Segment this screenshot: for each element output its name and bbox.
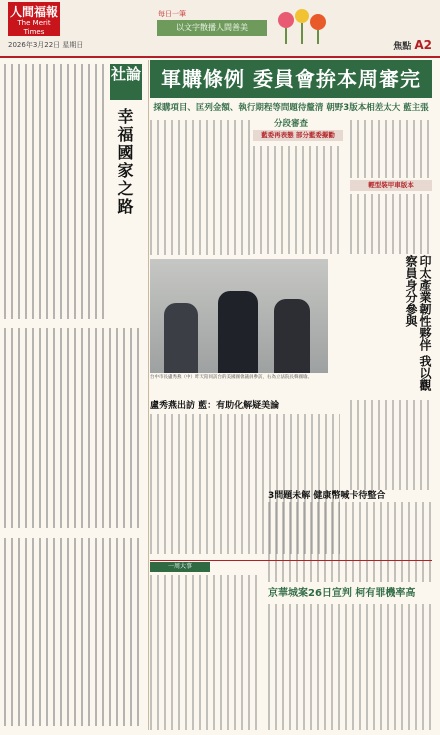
side-text xyxy=(350,400,432,490)
banner-slogan: 以文字散播人間善美 xyxy=(157,20,267,36)
photo-caption: 台中市長盧秀燕（中）昨天陪同訪台的美國國會議員參訪，右為立法院長韓國瑜。 xyxy=(150,375,312,380)
person-left xyxy=(164,303,198,373)
banner-tag: 每日一筆 xyxy=(158,10,186,18)
section-name: 焦點 xyxy=(393,42,412,52)
editorial-title: 幸福國家之路 xyxy=(115,108,134,216)
editorial-text-upper xyxy=(4,64,108,319)
editorial-text-mid xyxy=(4,328,144,528)
editorial-text-lower xyxy=(4,538,144,726)
health-headline: 3問題未解 健康幣喊卡待整合 xyxy=(268,491,386,501)
person-right xyxy=(274,299,310,373)
bottom-headline: 京華城案26日宣判 柯有罪機率高 xyxy=(268,588,416,599)
lead-text-col1 xyxy=(150,120,250,255)
weekly-events-label: 一周大事 xyxy=(150,562,210,572)
page-number: A2 xyxy=(414,38,432,52)
sub-headline: 盧秀燕出訪 藍：有助化解疑美論 xyxy=(150,401,280,411)
side-headline: 印太產業韌性夥伴 我以觀察員身分參與 xyxy=(404,255,432,392)
bottom-text xyxy=(268,604,432,730)
logo-sub: The Merit Times xyxy=(17,19,51,36)
person-center xyxy=(218,291,258,373)
health-text xyxy=(268,502,432,582)
news-photo xyxy=(150,259,328,373)
divider-bottom xyxy=(150,560,432,561)
weekly-events-text xyxy=(150,575,260,730)
editorial-mark: 社論 xyxy=(110,64,142,100)
lead-headline: 軍購條例 委員會拚本周審完 xyxy=(150,60,432,98)
logo-main: 人間福報 xyxy=(9,5,58,19)
badge-armor: 輕型裝甲車版本 xyxy=(350,180,432,191)
lead-subhead: 採購項目、匡列金額、執行期程等問題待釐清 朝野3版本相差太大 藍主張分段審查 xyxy=(153,103,429,129)
masthead xyxy=(0,0,440,58)
lead-text-col2 xyxy=(253,146,343,254)
lead-text-col3 xyxy=(350,120,432,178)
flower-illustration xyxy=(272,4,332,46)
editorial-column xyxy=(0,60,149,730)
newspaper-logo xyxy=(8,2,60,36)
issue-date: 2026年3月22日 星期日 xyxy=(8,41,84,49)
badge-lan: 藍委再表態 部分藍委擬勸 xyxy=(253,130,343,141)
lead-text-col4 xyxy=(350,194,432,254)
section-label xyxy=(393,38,432,52)
